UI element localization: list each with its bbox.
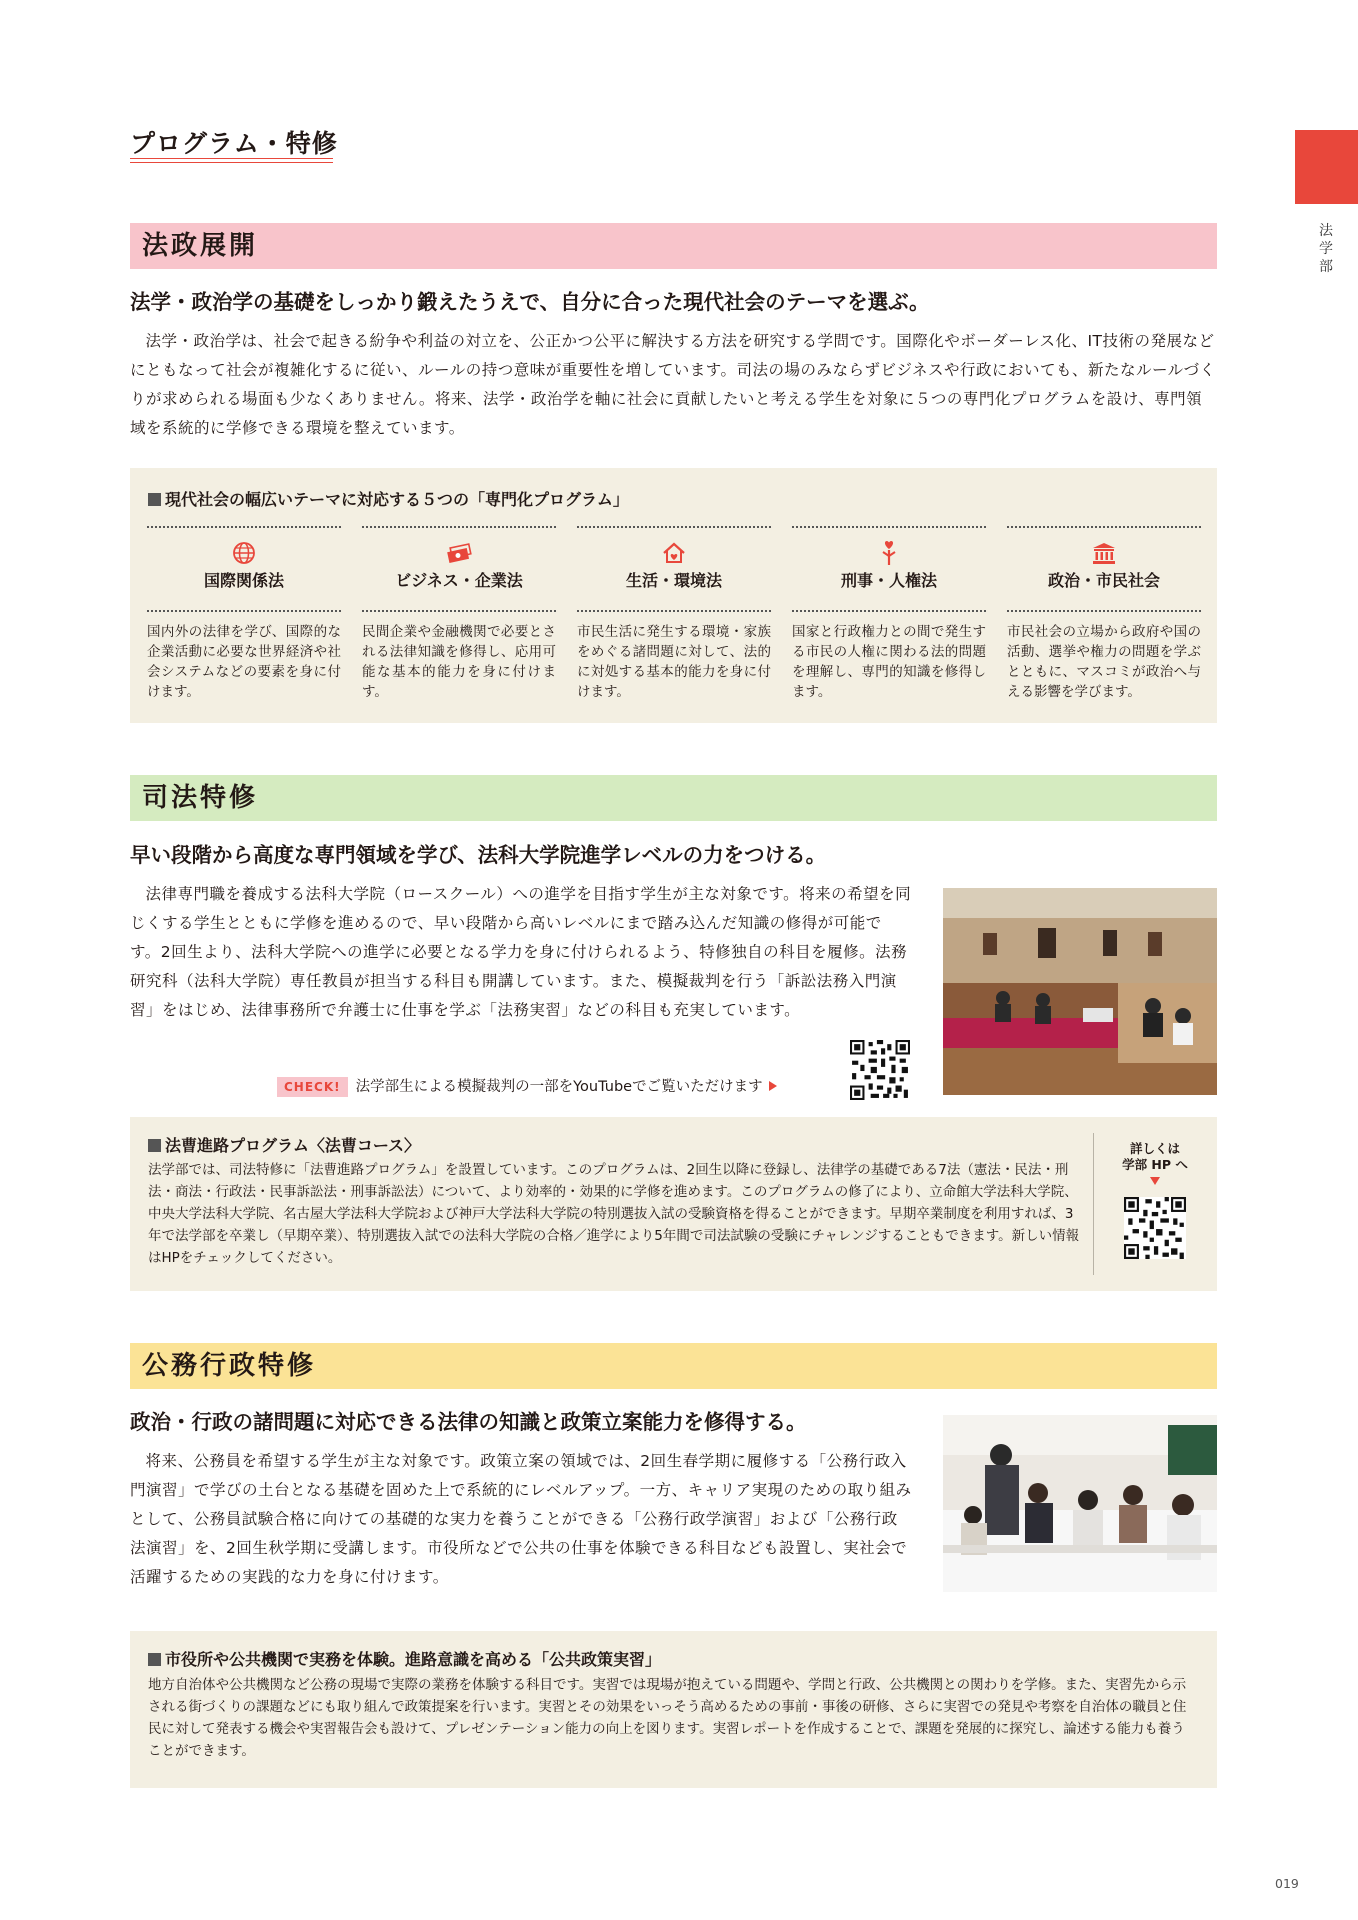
government-building-icon [1091,540,1117,566]
public-policy-title: 市役所や公共機関で実務を体験。進路意識を高める「公共政策実習」 [148,1647,661,1670]
section1-lead: 法学・政治学の基礎をしっかり鍛えたうえで、自分に合った現代社会のテーマを選ぶ。 [130,290,930,314]
program-name: 生活・環境法 [625,571,722,590]
program-card [362,526,556,700]
public-policy-body: 地方自治体や公共機関など公務の現場で実際の業務を体験する科目です。実習では現場が抱えている問題や、学問と行政、公共機関との関わりを学修。また、実習先から示される街づくりの課題などにも取り組んで政策提案を行います。実習とその効果をいっそう高めるための事前・事後の研修、さらに実習での発見や考察を自治体の職員と住民に対して発表する機会や実習報告会も設けて、プレゼンテーション能力の向上を図ります。実習レポートを作成することで、課題を発展的に探究し、論述する能力も養うことができます。 [148,1677,1187,1759]
page-number: 019 [1275,1876,1299,1891]
square-bullet-icon [148,1139,161,1152]
page-title: プログラム・特修 [130,129,338,158]
hoso-course-title: 法曹進路プログラム〈法曹コース〉 [148,1133,420,1156]
section-title-koumu-gyousei-tokushu: 公務行政特修 [130,1343,1217,1389]
youtube-qr-code[interactable] [850,1040,910,1100]
program-desc: 民間企業や金融機関で必要とされる法律知識を修得し、応用可能な基本的能力を身に付けます。 [362,624,556,700]
program-name: 国際関係法 [203,571,284,590]
section3-lead: 政治・行政の諸問題に対応できる法律の知識と政策立案能力を修得する。 [130,1410,807,1434]
hoso-course-body: 法学部では、司法特修に「法曹進路プログラム」を設置しています。このプログラムは、2回生以降に登録し、法律学の基礎である7法（憲法・民法・刑法・商法・行政法・民事訴訟法・刑事訴訟法）について、より効率的・効果的に学修を進めます。このプログラムの修了により、立命館大学法科大学院、中央大学法科大学院、名古屋大学法科大学院および神戸大学法科大学院の特別選抜入試の受験資格を得ることができます。早期卒業制度を利用すれば、3年で法学部を卒業し（早期卒業）、特別選抜入試での法科大学院の合格／進学により5年間で司法試験の受験にチャレンジすることもできます。新しい情報はHPをチェックしてください。 [148,1162,1080,1266]
program-card [792,526,986,700]
page-title-underline [130,158,333,163]
program-card [1007,526,1201,700]
faculty-hp-qr-code[interactable] [1124,1197,1186,1259]
program-name: 政治・市民社会 [1047,571,1160,590]
box-divider [1093,1133,1094,1275]
program-name: 刑事・人権法 [840,571,937,590]
section2-body: 法律専門職を養成する法科大学院（ロースクール）への進学を目指す学生が主な対象です。将来の希望を同じくする学生とともに学修を進めるので、早い段階から高いレベルにまで踏み込んだ知識の修得が可能です。2回生より、法科大学院への進学に必要となる学力を身に付けられるよう、特修独自の科目を履修。法務研究科（法科大学院）専任教員が担当する科目も開講しています。また、模擬裁判を行う「訴訟法務入門演習」をはじめ、法律事務所で弁護士に仕事を学ぶ「法務実習」などの科目も充実しています。 [130,885,912,1019]
section-title-shihou-tokushu: 司法特修 [130,775,1217,821]
program-desc: 市民生活に発生する環境・家族をめぐる諸問題に対して、法的に対処する基本的能力を身に付けます。 [577,624,771,700]
square-bullet-icon [148,493,161,506]
money-icon [446,540,472,566]
youtube-check-note [277,1075,777,1097]
square-bullet-icon [148,1653,161,1666]
check-text: 法学部生による模擬裁判の一部をYouTubeでご覧いただけます [355,1079,763,1095]
program-desc: 市民社会の立場から政府や国の活動、選挙や権力の問題を学ぶとともに、マスコミが政治へ与える影響を学びます。 [1007,624,1201,700]
program-desc: 国家と行政権力との間で発生する市民の人権に関わる法的問題を理解し、専門的知識を修得します。 [792,624,986,700]
classroom-photo [943,1415,1217,1592]
program-card [577,526,771,700]
arrow-right-icon [769,1081,777,1091]
program-desc: 国内外の法律を学び、国際的な企業活動に必要な世界経済や社会システムなどの要素を身に付けます。 [147,624,341,700]
section2-lead: 早い段階から高度な専門領域を学び、法科大学院進学レベルの力をつける。 [130,843,827,867]
programs-box-title: 現代社会の幅広いテーマに対応する５つの「専門化プログラム」 [148,487,629,510]
hoso-course-box [130,1117,1217,1291]
mock-trial-photo [943,888,1217,1095]
faculty-hp-link-label[interactable]: 詳しくは 学部 HP へ [1122,1141,1188,1172]
side-index-label: 法学部 [1319,223,1333,275]
section-title-houseitenkai: 法政展開 [130,223,1217,269]
side-index-tab [1295,130,1358,204]
section3-body: 将来、公務員を希望する学生が主な対象です。政策立案の領域では、2回生春学期に履修する「公務行政入門演習」で学びの土台となる基礎を固めた上で系統的にレベルアップ。一方、キャリア実現のための取り組みとして、公務員試験合格に向けての基礎的な実力を養うことができる「公務行政学演習」および「公務行政法演習」を、2回生秋学期に受講します。市役所などで公共の仕事を体験できる科目なども設置し、実社会で活躍するための実践的な力を身に付けます。 [130,1452,912,1586]
globe-icon [231,540,257,566]
check-badge: CHECK! [277,1077,348,1097]
program-name: ビジネス・企業法 [395,571,523,590]
section1-body: 法学・政治学は、社会で起きる紛争や利益の対立を、公正かつ公平に解決する方法を研究する学問です。国際化やボーダーレス化、IT技術の発展などにともなって社会が複雑化するに従い、ルールの持つ意味が重要性を増しています。司法の場のみならずビジネスや行政においても、新たなルールづくりが求められる場面も少なくありません。将来、法学・政治学を軸に社会に貢献したいと考える学生を対象に５つの専門化プログラムを設け、専門領域を系統的に学修できる環境を整えています。 [130,332,1216,437]
public-policy-box [130,1631,1217,1788]
house-icon [661,540,687,566]
arrow-down-icon [1150,1177,1160,1185]
program-card [147,526,341,700]
person-heart-icon [876,540,902,566]
